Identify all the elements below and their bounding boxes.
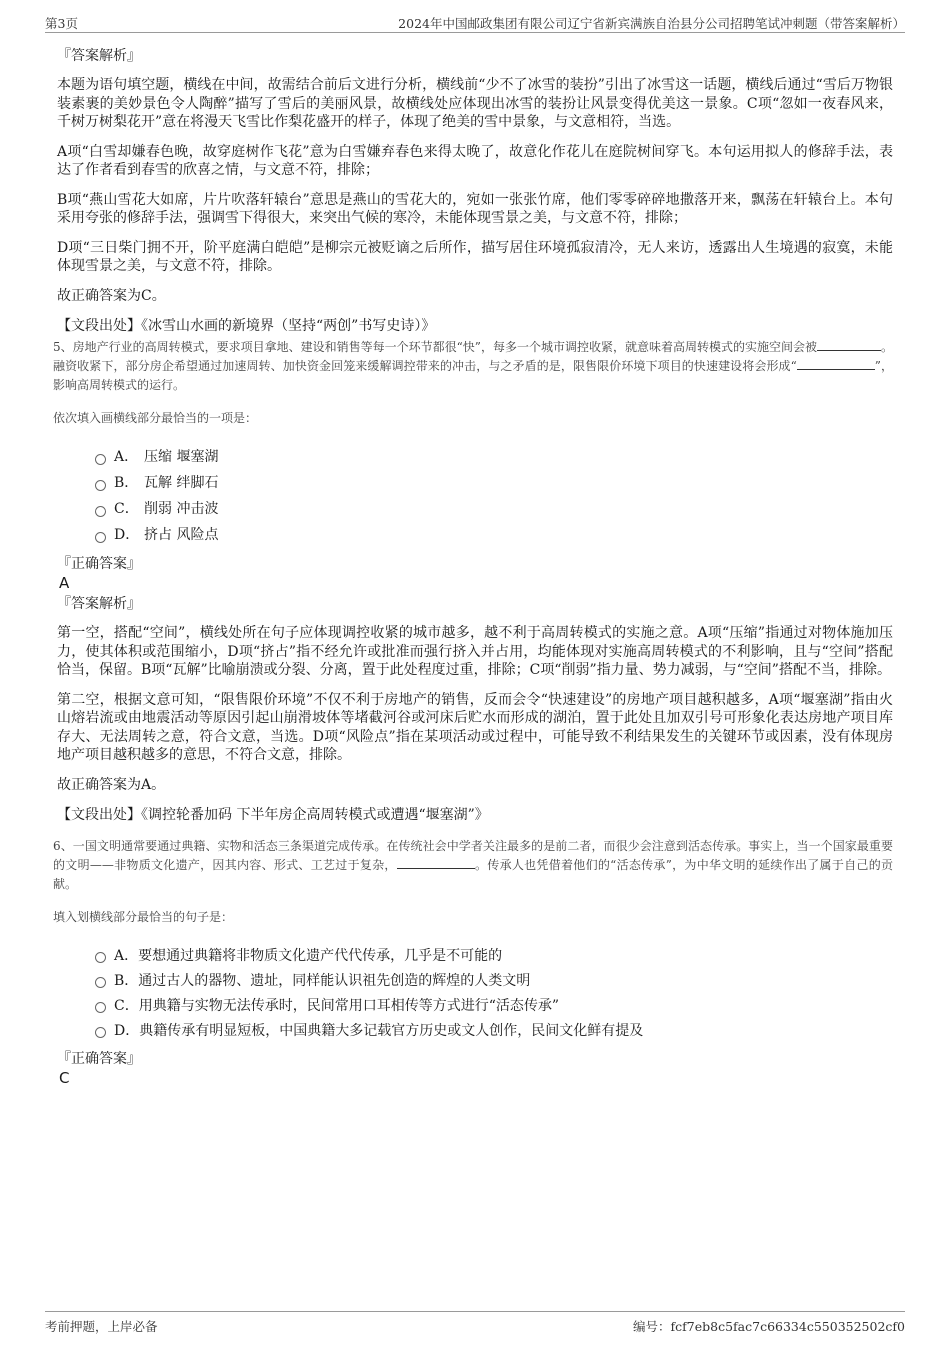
page-number: 第3页 [45,16,78,31]
radio-icon[interactable] [95,1027,106,1038]
document-title: 2024年中国邮政集团有限公司辽宁省新宾满族自治县分公司招聘笔试冲刺题（带答案解析） [398,16,905,31]
q6-option-b[interactable]: B． 通过古人的器物、遗址，同样能认识祖先创造的辉煌的人类文明 [95,968,893,993]
q5-blank-1 [817,338,881,351]
q4-analysis-para: 本题为语句填空题，横线在中间，故需结合前后文进行分析，横线前“少不了冰雪的装扮”引出了冰雪这一话题，横线后通过“雪后万物银装素裹的美妙景色令人陶醉”描写了雪后的美丽风景，故横线处应体现出冰雪的装扮让风景变得优美这一景象。C项“忽如一夜春风来，千树万树梨花开”意在将漫天飞雪比作梨花盛开的样子，体现了绝美的雪中景象，与文意相符，当选。 [57,77,893,130]
document-id: 编号：fcf7eb8c5fac7c66334c550352502cf0 [633,1319,905,1334]
q6-answer: C [59,1069,70,1087]
q5-correct-label: 『正确答案』 [57,556,141,572]
q5-analysis-para: 第二空，根据文意可知，“限售限价环境”不仅不利于房地产的销售，反而会令“快速建设”的房地产项目越积越多，A项“堰塞湖”指由火山熔岩流或由地震活动等原因引起山崩滑坡体等堵截河谷或河床后贮水而形成的湖泊，置于此处且加双引号可形象化表达房地产项目库存大、无法周转之意，符合文意，当选。D项“风险点”指在某项活动或过程中，可能导致不利结果发生的关键环节或因素，没有体现房地产项目越积越多的意思，不符合文意，排除。 [57,691,893,763]
footer-slogan: 考前押题，上岸必备 [45,1319,158,1334]
document-body [53,46,894,1089]
q5-conclusion: 故正确答案为A。 [57,776,166,793]
q5-analysis-label: 『答案解析』 [57,596,141,612]
q5-option-b[interactable]: B． 瓦解 绊脚石 [95,470,893,496]
q5-option-a[interactable]: A． 压缩 堰塞湖 [95,444,893,470]
q6-instruction: 填入划横线部分最恰当的句子是： [53,910,234,924]
page-footer [45,1311,905,1338]
q5-question: 5、房地产行业的高周转模式，要求项目拿地、建设和销售等每一个环节都很“快”，每多一个城市调控收紧，就意味着高周转模式的实施空间会被 。融资收紧下，部分房企希望通过加速周转、加快资金回笼来缓解调控带来的冲击，与之矛盾的是，限售限价环境下项目的快速建设将会形成“ ”，影响高周转模式的运行。 [53,340,894,392]
radio-icon[interactable] [95,952,106,963]
q4-conclusion: 故正确答案为C。 [57,287,166,304]
q4-analysis-para: B项“燕山雪花大如席，片片吹落轩辕台”意思是燕山的雪花大的，宛如一张张竹席，他们零零碎碎地撒落开来，飘荡在轩辕台上。本句采用夸张的修辞手法，强调雪下得很大，来突出气候的寒冷，未能体现雪景之美，与文意不符，排除； [57,191,893,226]
q5-option-c[interactable]: C． 削弱 冲击波 [95,496,893,522]
q5-analysis-para: 第一空，搭配“空间”，横线处所在句子应体现调控收紧的城市越多，越不利于高周转模式的实施之意。A项“压缩”指通过对物体施加压力，使其体积或范围缩小，D项“挤占”指不经允许或批准而强行挤入并占用，均能体现对实施高周转模式的不利影响，且与“空间”搭配恰当，保留。B项“瓦解”比喻崩溃或分裂、分离，置于此处程度过重，排除；C项“削弱”指力量、势力减弱，与“空间”搭配不当，排除。 [57,625,893,678]
q5-options [95,444,893,548]
q5-instruction: 依次填入画横线部分最恰当的一项是： [53,411,258,425]
radio-icon[interactable] [95,1002,106,1013]
radio-icon[interactable] [95,977,106,988]
q6-option-d[interactable]: D． 典籍传承有明显短板，中国典籍大多记载官方历史或文人创作，民间文化鲜有提及 [95,1018,893,1043]
q4-analysis-para: A项“白雪却嫌春色晚，故穿庭树作飞花”意为白雪嫌弃春色来得太晚了，故意化作花儿在庭院树间穿飞。本句运用拟人的修辞手法，表达了作者看到春雪的欣喜之情，与文意不符，排除； [57,143,893,178]
page-header [45,12,905,33]
q6-correct-label: 『正确答案』 [57,1051,141,1067]
radio-icon[interactable] [95,532,106,543]
q5-blank-2 [797,357,875,370]
radio-icon[interactable] [95,506,106,517]
q6-option-a[interactable]: A． 要想通过典籍将非物质文化遗产代代传承，几乎是不可能的 [95,943,893,968]
q5-source: 【文段出处】《调控轮番加码 下半年房企高周转模式或遭遇“堰塞湖”》 [57,807,489,823]
q6-option-c[interactable]: C． 用典籍与实物无法传承时，民间常用口耳相传等方式进行“活态传承” [95,993,893,1018]
q6-blank [397,856,475,869]
q5-option-d[interactable]: D． 挤占 风险点 [95,522,893,548]
q4-source: 【文段出处】《冰雪山水画的新境界（坚持“两创”书写史诗）》 [57,318,436,334]
q6-options [95,943,893,1043]
q6-question: 6、一国文明通常要通过典籍、实物和活态三条渠道完成传承。在传统社会中学者关注最多的是前二者，而很少会注意到活态传承。事实上，当一个国家最重要的文明——非物质文化遗产，因其内容、形式、工艺过于复杂， 。传承人也凭借着他们的“活态传承”，为中华文明的延续作出了属于自己的贡献。 [53,839,893,891]
q4-analysis-label: 『答案解析』 [57,48,141,64]
radio-icon[interactable] [95,480,106,491]
radio-icon[interactable] [95,454,106,465]
q5-answer: A [59,574,70,592]
q4-analysis-para: D项“三日柴门拥不开，阶平庭满白皑皑”是柳宗元被贬谪之后所作，描写居住环境孤寂清冷，无人来访，透露出人生境遇的寂寞，未能体现雪景之美，与文意不符，排除。 [57,239,893,274]
